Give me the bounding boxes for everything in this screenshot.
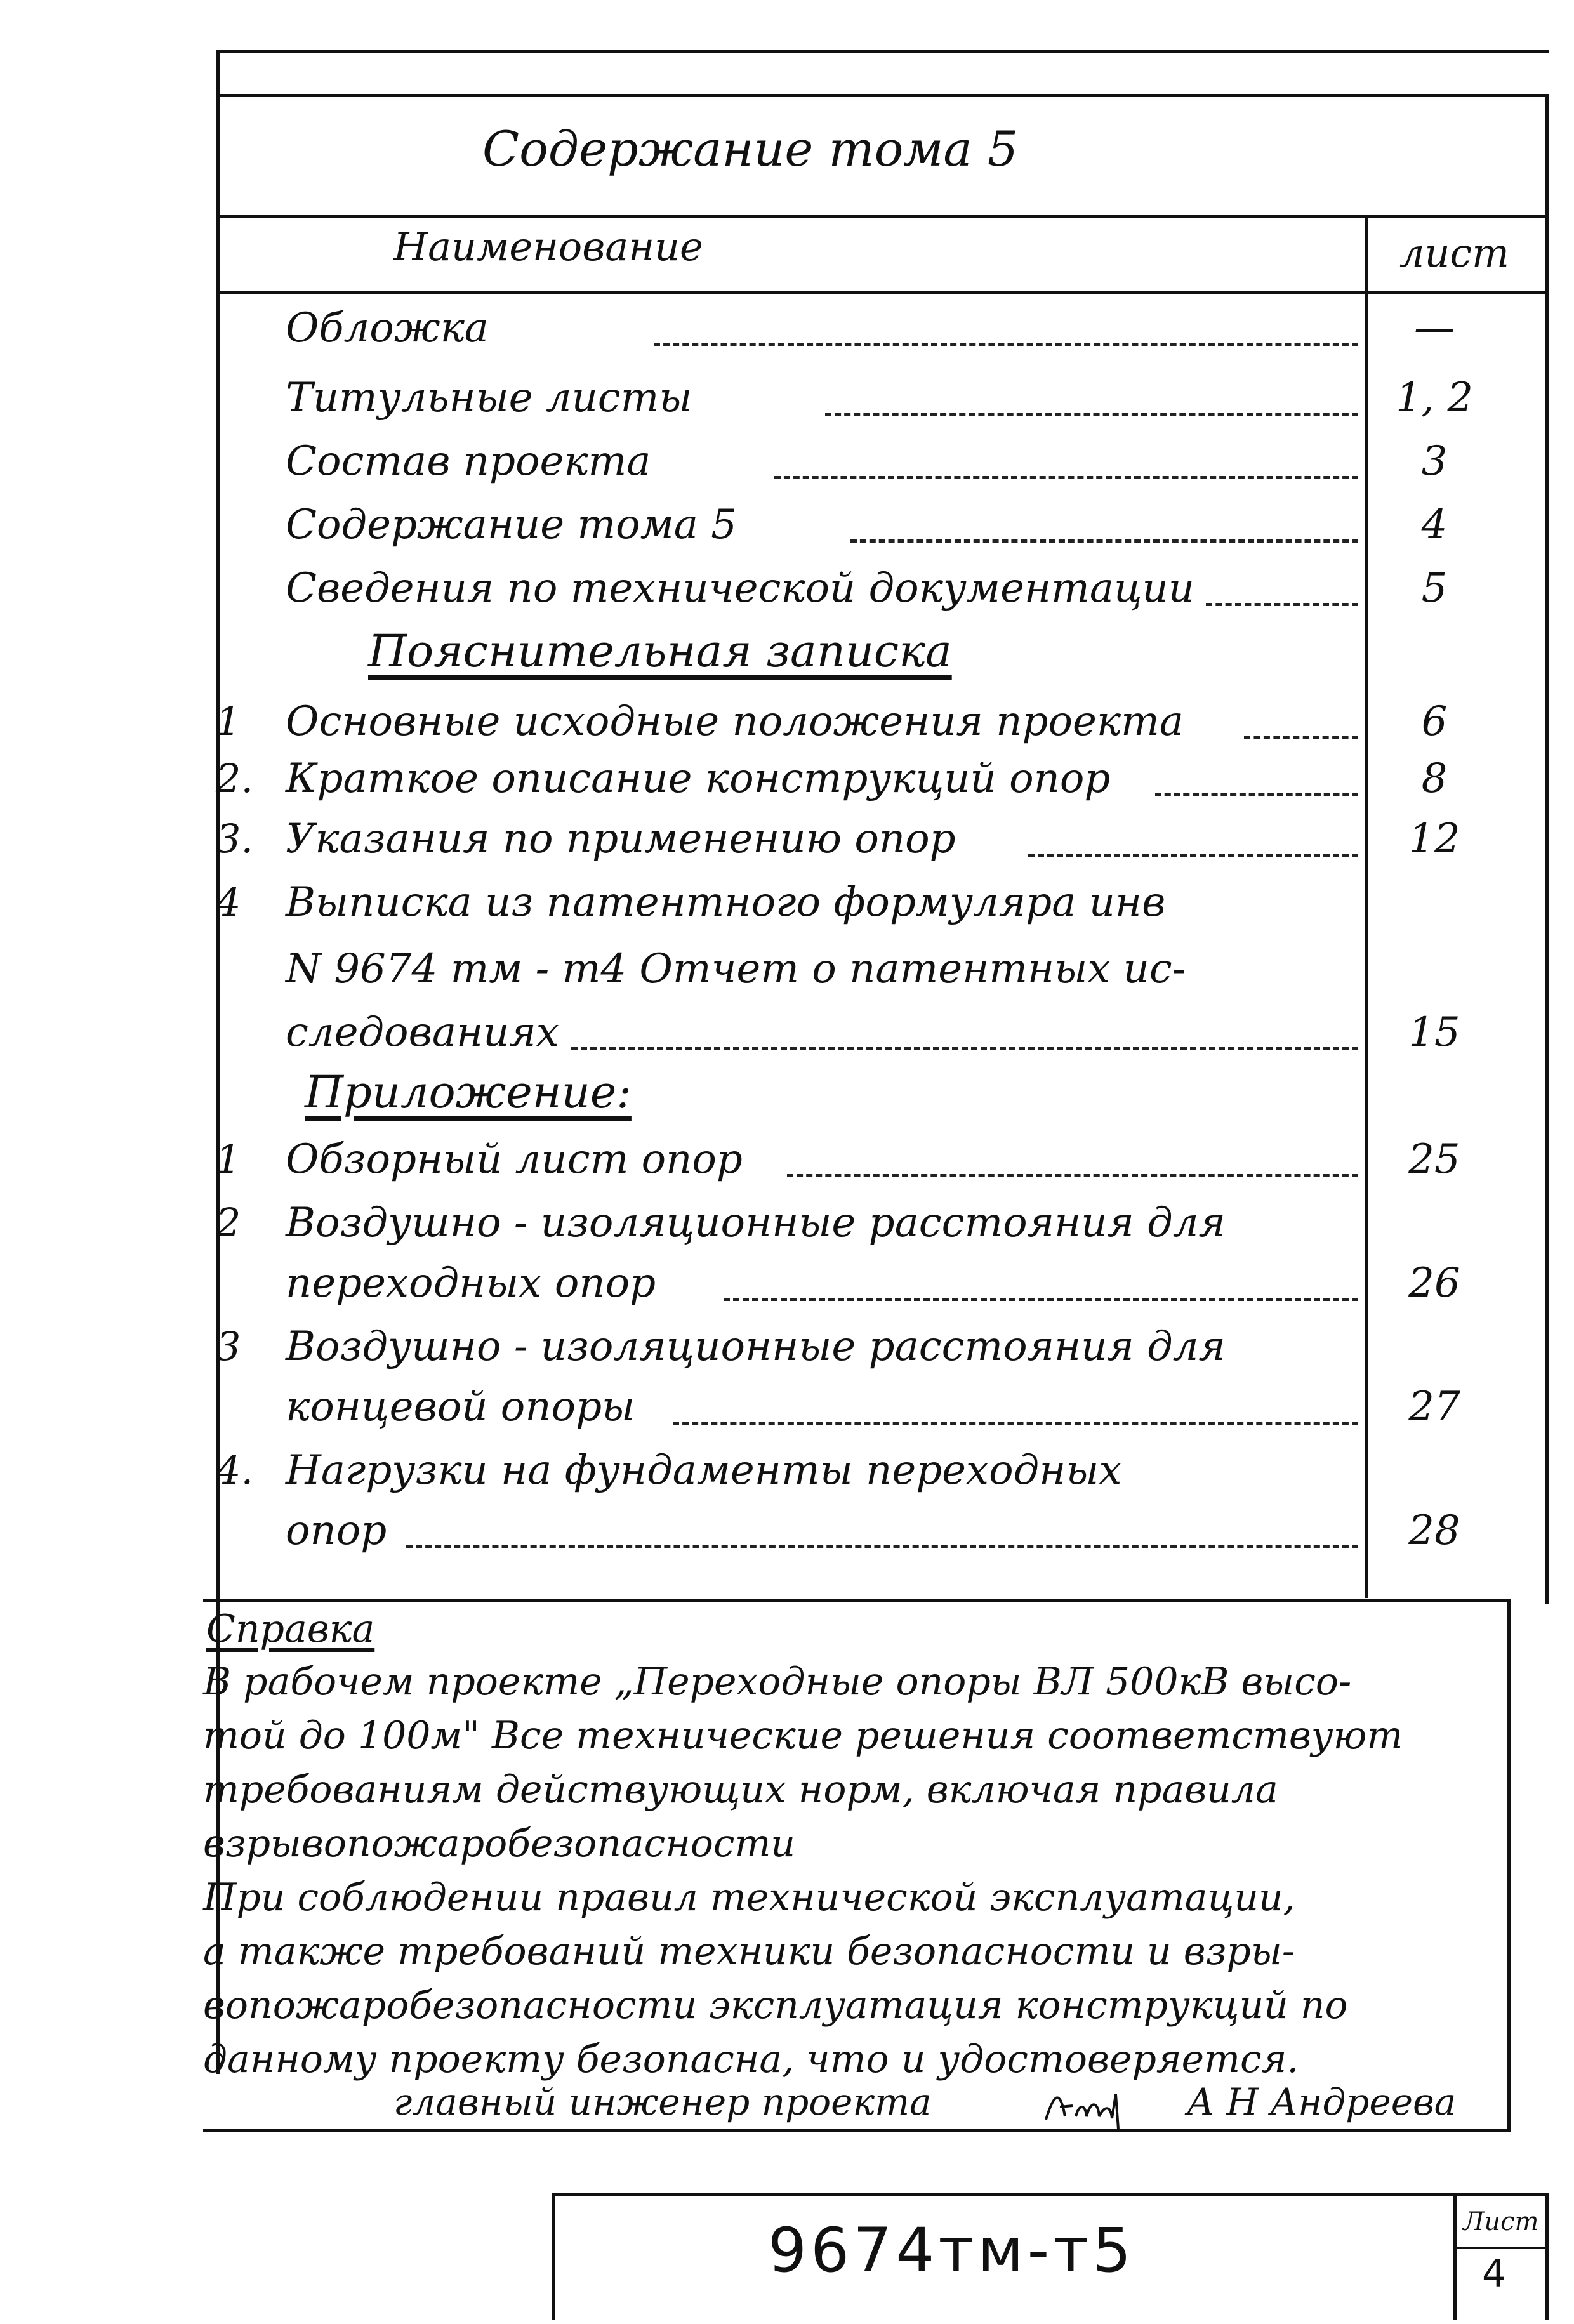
- stamp-sheet-label-line: [1457, 2247, 1545, 2249]
- note-line: взрывопожаробезопасности: [203, 1821, 796, 1866]
- toc-row-text: Сведения по технической документации: [286, 565, 1195, 612]
- note-line: вопожаробезопасности эксплуатация конструкций по: [203, 1983, 1348, 2028]
- col-name-header: Наименование: [394, 223, 703, 270]
- toc-row-page: 26: [1408, 1260, 1460, 1307]
- toc-row-page: 5: [1421, 565, 1448, 612]
- toc-row-page: 12: [1408, 815, 1460, 862]
- note-line: а также требований техники безопасности и взры-: [203, 1929, 1295, 1974]
- leader-dashes: [850, 539, 1358, 543]
- toc-row: [216, 1447, 1574, 1517]
- toc-row-text: Воздушно - изоляционные расстояния для: [286, 1323, 1226, 1370]
- leader-dashes: [571, 1047, 1358, 1050]
- stamp-left-line: [552, 2193, 555, 2320]
- signature-mark: [1041, 2082, 1149, 2132]
- toc-row-text: Обложка: [286, 305, 489, 352]
- leader-dashes: [1206, 603, 1358, 606]
- toc-row: [216, 374, 1574, 444]
- toc-row: [216, 1136, 1574, 1206]
- section-appendix: Приложение:: [305, 1066, 632, 1118]
- stamp-sheet-divider: [1453, 2193, 1457, 2320]
- leader-dashes: [1028, 854, 1358, 857]
- note-line: той до 100м" Все технические решения соответствуют: [203, 1713, 1403, 1758]
- leader-dashes: [1244, 736, 1358, 739]
- toc-row-page: 1, 2: [1395, 374, 1474, 421]
- leader-dashes: [787, 1174, 1358, 1177]
- toc-row-text: Состав проекта: [286, 438, 651, 485]
- document-code: 9674тм-т5: [768, 2215, 1135, 2286]
- col-sheet-header: лист: [1399, 230, 1509, 276]
- leader-dashes: [654, 343, 1358, 346]
- toc-row-text: Нагрузки на фундаменты переходных: [286, 1447, 1122, 1494]
- title-bottom-line: [219, 215, 1547, 218]
- toc-row-number: 4.: [216, 1447, 254, 1493]
- toc-row: [216, 815, 1574, 885]
- toc-row-continued: [216, 1507, 1574, 1577]
- toc-row-page: 3: [1421, 438, 1448, 485]
- signer-name: А Н Андреева: [1187, 2080, 1457, 2123]
- toc-row-text: Содержание тома 5: [286, 501, 737, 548]
- toc-row: [216, 1199, 1574, 1269]
- toc-row-page: 6: [1421, 698, 1448, 745]
- toc-row-text-line2: концевой опоры: [286, 1383, 635, 1430]
- note-box-right: [1507, 1599, 1511, 2132]
- toc-row-number: 4: [216, 879, 241, 925]
- note-box-bottom: [203, 2129, 1511, 2132]
- toc-row-page: 4: [1421, 501, 1448, 548]
- stamp-right-line: [1545, 2193, 1549, 2320]
- toc-row: [216, 438, 1574, 508]
- header-bottom-line: [219, 291, 1547, 294]
- toc-row-number: 3: [216, 1323, 241, 1370]
- toc-row-page: —: [1414, 305, 1455, 352]
- toc-row-text: Указания по применению опор: [286, 815, 956, 862]
- sheet-number: 4: [1482, 2252, 1507, 2296]
- toc-row-number: 1: [216, 1136, 241, 1182]
- toc-row-page: 15: [1408, 1009, 1460, 1056]
- toc-row-text-line3: следованиях: [286, 1009, 559, 1056]
- signer-role: главный инженер проекта: [394, 2080, 932, 2123]
- toc-row-number: 2.: [216, 755, 254, 802]
- sheet-label: Лист: [1463, 2207, 1539, 2236]
- toc-row-number: 1: [216, 698, 241, 744]
- toc-row-continued: [216, 946, 1574, 1015]
- toc-row-page: 27: [1408, 1383, 1460, 1430]
- note-heading: Справка: [206, 1607, 375, 1651]
- toc-row-text: Титульные листы: [286, 374, 692, 421]
- toc-row-text-line2: переходных опор: [286, 1260, 656, 1307]
- leader-dashes: [673, 1422, 1358, 1425]
- leader-dashes: [406, 1545, 1358, 1548]
- note-box-top: [203, 1599, 1511, 1602]
- leader-dashes: [724, 1298, 1358, 1301]
- toc-row: [216, 501, 1574, 571]
- toc-row-number: 2: [216, 1199, 241, 1246]
- note-line: При соблюдении правил технической эксплуатации,: [203, 1875, 1295, 1920]
- toc-row-text: Воздушно - изоляционные расстояния для: [286, 1199, 1226, 1246]
- toc-title: Содержание тома 5: [482, 121, 1019, 177]
- frame-top: [216, 50, 1549, 53]
- toc-row-text: Основные исходные положения проекта: [286, 698, 1184, 745]
- toc-row-text-line2: опор: [286, 1507, 387, 1554]
- leader-dashes: [825, 413, 1358, 416]
- toc-row: [216, 879, 1574, 949]
- toc-row-continued: [216, 1383, 1574, 1453]
- toc-row-page: 28: [1408, 1507, 1460, 1554]
- table-top-line: [219, 94, 1547, 97]
- note-line: В рабочем проекте „Переходные опоры ВЛ 500кВ высо-: [203, 1660, 1352, 1704]
- toc-row-text: Краткое описание конструкций опор: [286, 755, 1111, 802]
- toc-row-number: 3.: [216, 815, 254, 862]
- toc-row-text: Обзорный лист опор: [286, 1136, 743, 1183]
- leader-dashes: [1155, 793, 1358, 796]
- toc-row-continued: [216, 1260, 1574, 1330]
- toc-row: [216, 305, 1574, 374]
- toc-row-text-line2: N 9674 тм - т4 Отчет о патентных ис-: [286, 946, 1186, 993]
- toc-row-page: 8: [1421, 755, 1448, 802]
- note-line: данному проекту безопасна, что и удостоверяется.: [203, 2037, 1299, 2082]
- section-explanatory-note: Пояснительная записка: [368, 625, 952, 677]
- toc-row-page: 25: [1408, 1136, 1460, 1183]
- toc-row: [216, 565, 1574, 635]
- toc-row: [216, 755, 1574, 825]
- toc-row: [216, 1323, 1574, 1393]
- stamp-top-line: [552, 2193, 1549, 2196]
- note-line: требованиям действующих норм, включая правила: [203, 1767, 1278, 1812]
- toc-row-text: Выписка из патентного формуляра инв: [286, 879, 1166, 926]
- leader-dashes: [774, 476, 1358, 479]
